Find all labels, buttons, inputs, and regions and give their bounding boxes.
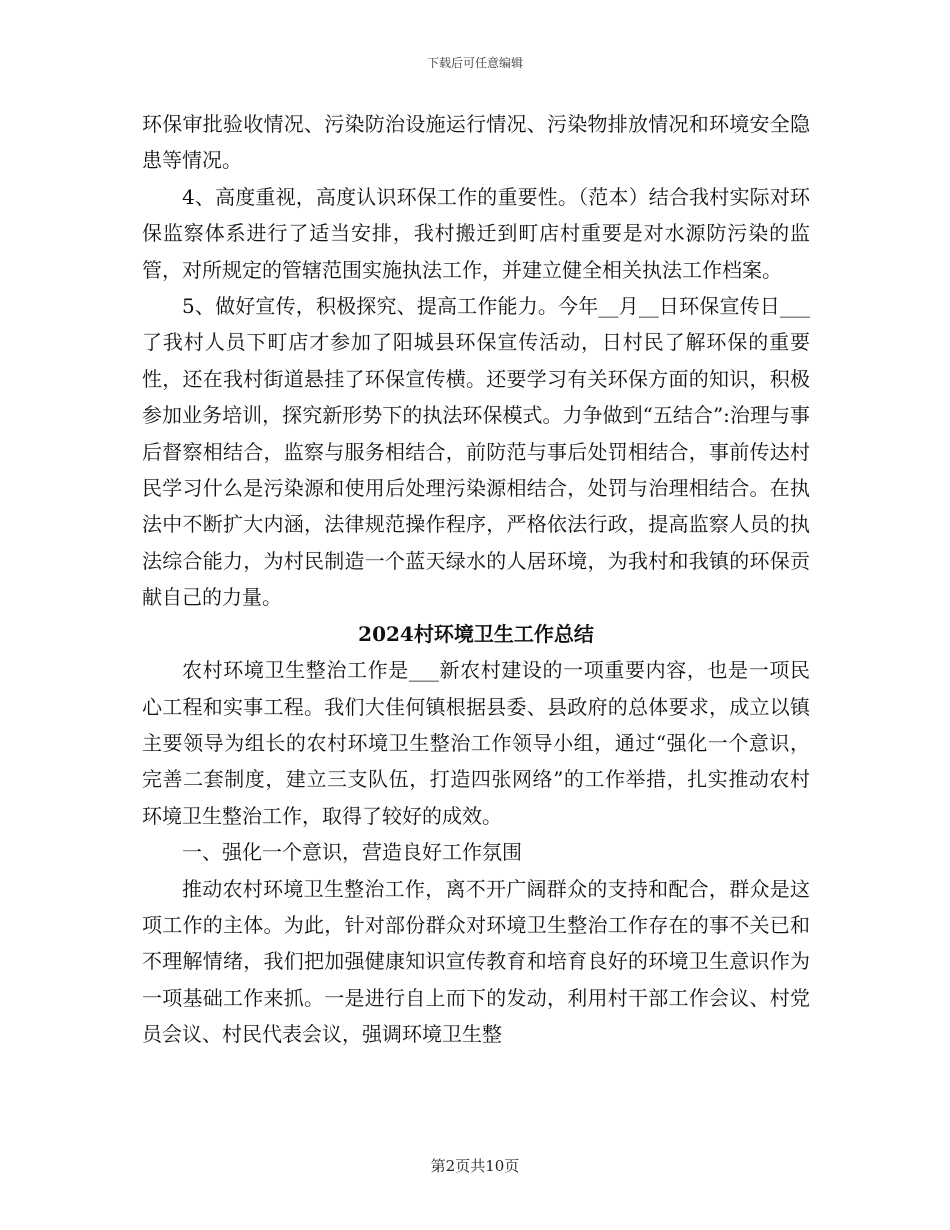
paragraph-5: 一、强化一个意识，营造良好工作氛围 (182, 840, 522, 865)
paragraph-3: 5、做好宣传，积极探究、提高工作能力。今年__月__日环保宣传日___了我村人员下町店才参加了阳城县环保宣传活动，日村民了解环保的重要性，还在我村街道悬挂了环保宣传横。还要学习有关环保方面的知识，积极参加业务培训，探究新形势下的执法环保模式。力争做到“五结合”:治理与事后督察相结合，监察与服务相结合，前防范与事后处罚相结合，事前传达村民学习什么是污染源和使用后处理污染源相结合，处罚与治理相结合。在执法中不断扩大内涵，法律规范操作程序，严格依法行政，提高监察人员的执法综合能力，为村民制造一个蓝天绿水的人居环境，为我村和我镇的环保贡献自己的力量。 (142, 294, 810, 610)
document-body (142, 106, 810, 1053)
paragraph-4: 农村环境卫生整治工作是___新农村建设的一项重要内容，也是一项民心工程和实事工程。我们大佳何镇根据县委、县政府的总体要求，成立以镇主要领导为组长的农村环境卫生整治工作领导小组，通过“强化一个意识，完善二套制度，建立三支队伍，打造四张网络”的工作举措，扎实推动农村环境卫生整治工作，取得了较好的成效。 (142, 658, 810, 828)
paragraph-1: 环保审批验收情况、污染防治设施运行情况、污染物排放情况和环境安全隐患等情况。 (142, 112, 810, 173)
page-footer: 第2页共10页 (430, 1157, 520, 1175)
page-header: 下载后可任意编辑 (426, 56, 523, 70)
paragraph-6: 推动农村环境卫生整治工作，离不开广阔群众的支持和配合，群众是这项工作的主体。为此，针对部份群众对环境卫生整治工作存在的事不关已和不理解情绪，我们把加强健康知识宣传教育和培育良好的环境卫生意识作为一项基础工作来抓。一是进行自上而下的发动，利用村干部工作会议、村党员会议、村民代表会议，强调环境卫生整 (142, 876, 810, 1047)
section-title: 2024村环境卫生工作总结 (358, 621, 594, 646)
paragraph-2: 4、高度重视，高度认识环保工作的重要性。（范本）结合我村实际对环保监察体系进行了适当安排，我村搬迁到町店村重要是对水源防污染的监管，对所规定的管辖范围实施执法工作，并建立健全相关执法工作档案。 (142, 184, 810, 282)
